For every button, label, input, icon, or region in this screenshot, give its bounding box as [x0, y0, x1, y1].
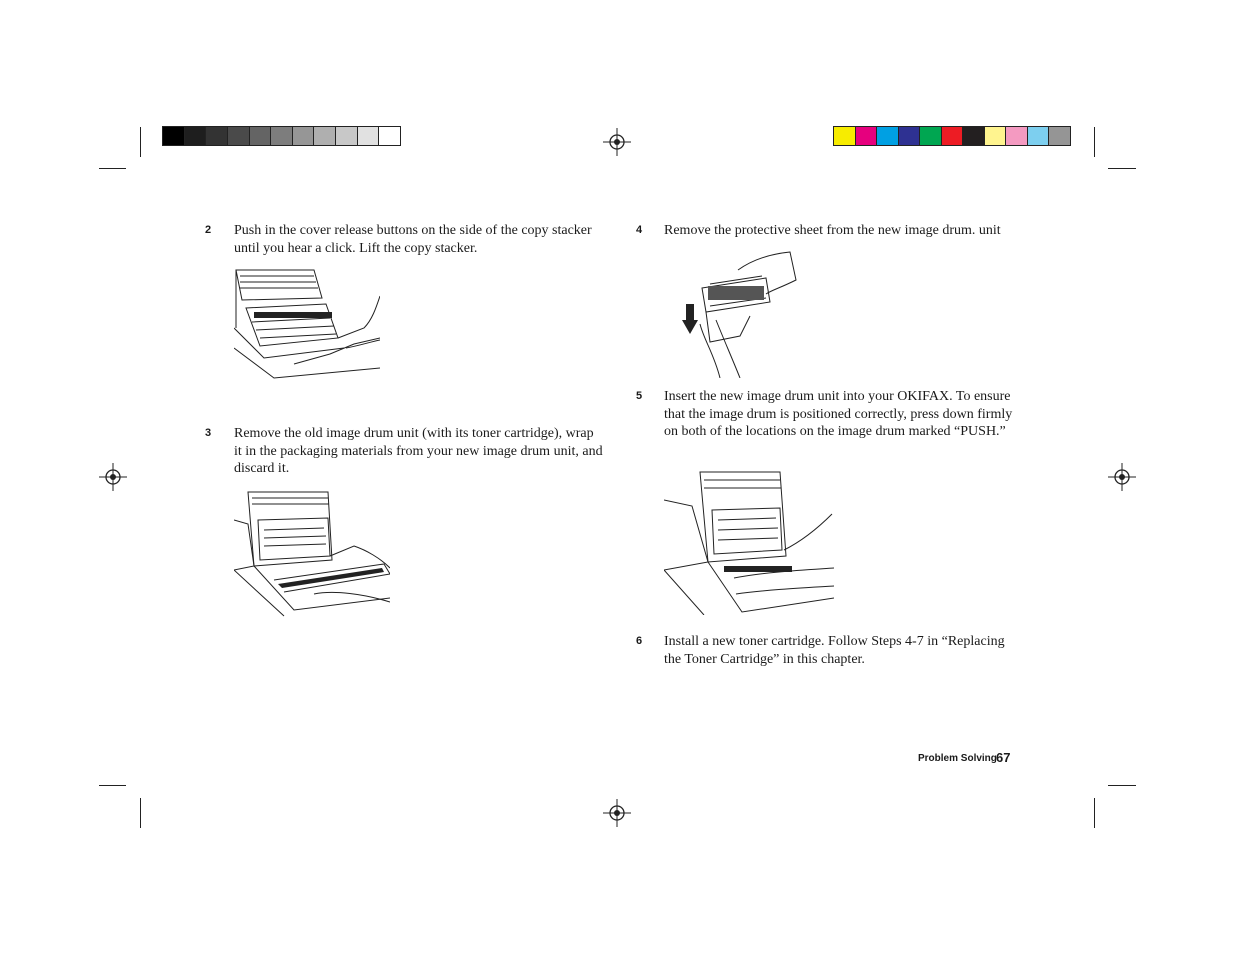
- color-swatch: [1049, 127, 1070, 145]
- image-drum-removal-illustration: [234, 490, 390, 618]
- color-swatch: [856, 127, 878, 145]
- color-swatch: [920, 127, 942, 145]
- crop-mark: [140, 127, 141, 157]
- registration-target-icon: [603, 799, 631, 827]
- color-swatch: [877, 127, 899, 145]
- color-swatch: [834, 127, 856, 145]
- crop-mark: [1094, 127, 1095, 157]
- color-swatch: [963, 127, 985, 145]
- crop-mark: [99, 168, 126, 169]
- grayscale-calibration-bar: [162, 126, 401, 146]
- crop-mark: [140, 798, 141, 828]
- step-number: 4: [636, 224, 643, 236]
- color-swatch: [985, 127, 1007, 145]
- color-swatch: [1006, 127, 1028, 145]
- step-number: 2: [205, 224, 212, 236]
- page-number: 67: [996, 750, 1011, 765]
- gray-swatch: [185, 127, 207, 145]
- drum-protective-sheet-illustration: [680, 250, 798, 378]
- registration-target-icon: [603, 128, 631, 156]
- step-text: Insert the new image drum unit into your OKIFAX. To ensure that the image drum is positioned correctly, press down firmly on both of the locations on the image drum marked “PUSH.”: [664, 389, 1013, 439]
- crop-mark: [99, 785, 126, 786]
- step-text: Push in the cover release buttons on the side of the copy stacker until you hear a click. Lift the copy stacker.: [234, 223, 592, 256]
- gray-swatch: [358, 127, 380, 145]
- step-number: 6: [636, 635, 643, 647]
- down-arrow-icon: [682, 304, 698, 334]
- gray-swatch: [206, 127, 228, 145]
- color-swatch: [942, 127, 964, 145]
- gray-swatch: [314, 127, 336, 145]
- gray-swatch: [163, 127, 185, 145]
- color-calibration-bar: [833, 126, 1071, 146]
- gray-swatch: [293, 127, 315, 145]
- registration-target-icon: [1108, 463, 1136, 491]
- gray-swatch: [228, 127, 250, 145]
- gray-swatch: [271, 127, 293, 145]
- step-number: 5: [636, 390, 643, 402]
- color-swatch: [899, 127, 921, 145]
- registration-target-icon: [99, 463, 127, 491]
- crop-mark: [1094, 798, 1095, 828]
- gray-swatch: [379, 127, 400, 145]
- gray-swatch: [250, 127, 272, 145]
- drum-insertion-illustration: [664, 470, 834, 615]
- footer-section-title: Problem Solving: [918, 753, 997, 764]
- step-text: Remove the old image drum unit (with its toner cartridge), wrap it in the packaging materials from your new image drum unit, and discard it.: [234, 426, 603, 476]
- gray-swatch: [336, 127, 358, 145]
- fax-copy-stacker-illustration: [234, 268, 380, 388]
- step-text: Remove the protective sheet from the new image drum. unit: [664, 223, 1001, 238]
- crop-mark: [1108, 168, 1136, 169]
- crop-mark: [1108, 785, 1136, 786]
- color-swatch: [1028, 127, 1050, 145]
- step-number: 3: [205, 427, 212, 439]
- step-text: Install a new toner cartridge. Follow Steps 4-7 in “Replacing the Toner Cartridge” in this chapter.: [664, 634, 1005, 667]
